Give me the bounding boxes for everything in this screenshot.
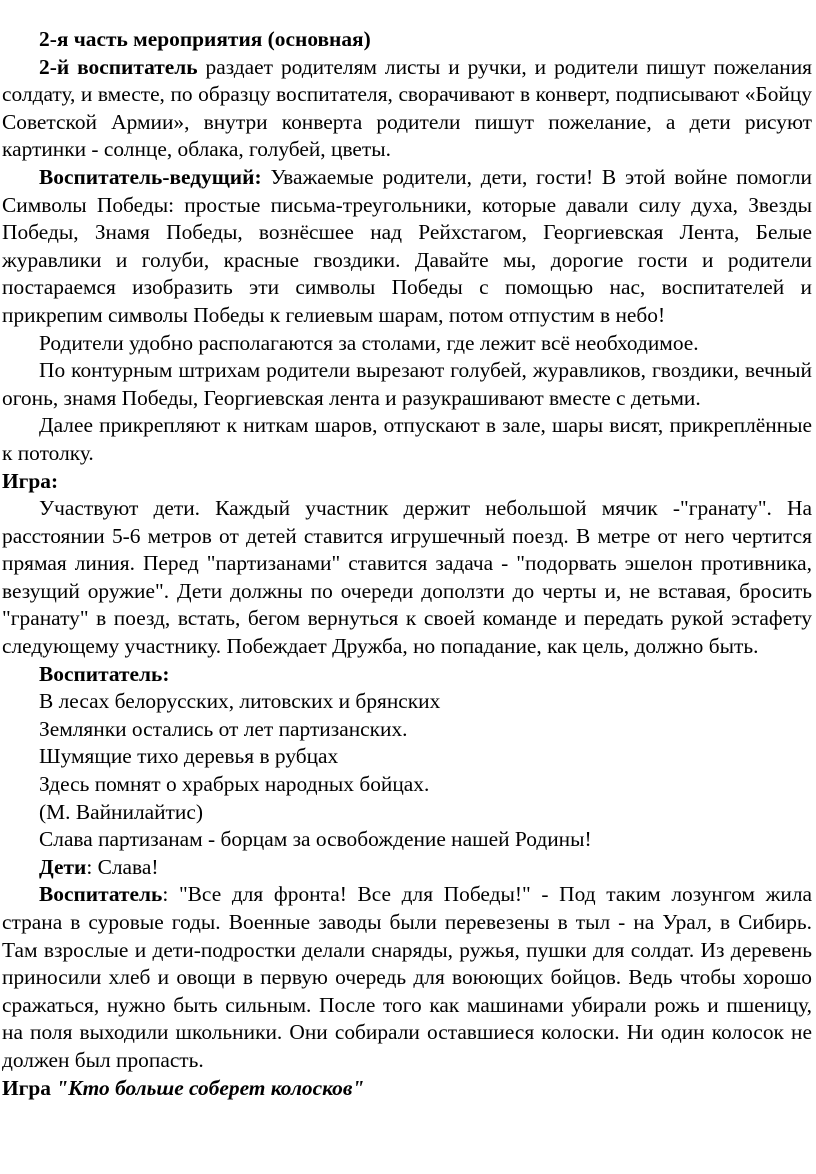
paragraph-text: Уважаемые родители, дети, гости! В этой войне помогли Символы Победы: простые письма-треугольники, которые давали силу духа, Звезды Победы, Знамя Победы, вознёсшее над Рейхстагом, Георгиевская Лента, Белые журавлики и голуби, красные гвоздики. Давайте мы, дорогие гости и родители постараемся изобразить эти символы Победы с помощью нас, воспитателей и прикрепим символы Победы к гелиевым шарам, потом отпустим в небо!: [2, 164, 812, 327]
verse-speaker-text: Воспитатель:: [39, 661, 170, 686]
paragraph-text: : "Все для фронта! Все для Победы!" - Под таким лозунгом жила страна в суровые годы. Военные заводы были перевезены в тыл - на Урал, в Сибирь. Там взрослые и дети-подростки делали снаряды, ружья, пушки для солдат. Из деревень приносили хлеб и овощи в первую очередь для воюющих бойцов. Ведь чтобы хорошо сражаться, нужно быть сильным. После того как машинами убирали рожь и пшеницу, на поля выходили школьники. Они собирали оставшиеся колоски. Ни один колосок не должен был пропасть.: [2, 882, 812, 1072]
verse-line: Слава партизанам - борцам за освобождение нашей Родины!: [39, 827, 592, 852]
verse-line: Землянки остались от лет партизанских.: [39, 716, 408, 741]
speaker-lead-teacher: Воспитатель-ведущий:: [39, 164, 262, 189]
verse-author: (М. Вайнилайтис): [39, 799, 203, 824]
paragraph-everything-for-front: [2, 881, 812, 1074]
game-title-line: [2, 1075, 812, 1103]
game-heading: [2, 468, 812, 496]
game-heading-text: Игра:: [2, 468, 59, 493]
paragraph-lead-teacher: [2, 164, 812, 330]
children-reply: [2, 854, 812, 882]
paragraph-balloons: Далее прикрепляют к ниткам шаров, отпускают в зале, шары висят, прикреплённые к потолку.: [2, 413, 812, 465]
verse-speaker: [2, 661, 812, 689]
speaker-children: Дети: [39, 854, 87, 879]
game-label: Игра: [2, 1075, 57, 1100]
paragraph-second-teacher: [2, 54, 812, 164]
section-title: [2, 26, 812, 54]
paragraph-cutting-symbols: По контурным штрихам родители вырезают голубей, журавликов, гвоздики, вечный огонь, знамя Победы, Георгиевская лента и разукрашивают вместе с детьми.: [2, 358, 812, 410]
game-title: "Кто больше соберет колосков": [56, 1075, 365, 1100]
paragraph-game-rules: Участвуют дети. Каждый участник держит небольшой мячик -"гранату". На расстоянии 5-6 метров от детей ставится игрушечный поезд. В метре от него чертится прямая линия. Перед "партизанами" ставится задача - "подорвать эшелон противника, везущий оружие". Дети должны по очереди доползти до черты и, не вставая, бросить "гранату" в поезд, встать, бегом вернуться к своей команде и передать рукой эстафету следующему участнику. Побеждает Дружба, но попадание, как цель, должно быть.: [2, 496, 812, 659]
paragraph-text: раздает родителям листы и ручки, и родители пишут пожелания солдату, и вместе, по образцу воспитателя, сворачивают в конверт, подписывают «Бойцу Советской Армии», внутри конверта родители пишут пожелание, а дети рисуют картинки - солнце, облака, голубей, цветы.: [2, 54, 812, 162]
verse-line: Шумящие тихо деревья в рубцах: [39, 744, 339, 769]
paragraph-parents-seated: Родители удобно располагаются за столами, где лежит всё необходимое.: [39, 330, 699, 355]
speaker-second-teacher: 2-й воспитатель: [39, 54, 198, 79]
speaker-teacher: Воспитатель: [39, 882, 163, 907]
verse-line: В лесах белорусских, литовских и брянских: [39, 689, 441, 714]
verse-line: Здесь помнят о храбрых народных бойцах.: [39, 772, 430, 797]
children-reply-text: : Слава!: [86, 854, 159, 879]
section-title-text: 2-я часть мероприятия (основная): [39, 27, 371, 51]
